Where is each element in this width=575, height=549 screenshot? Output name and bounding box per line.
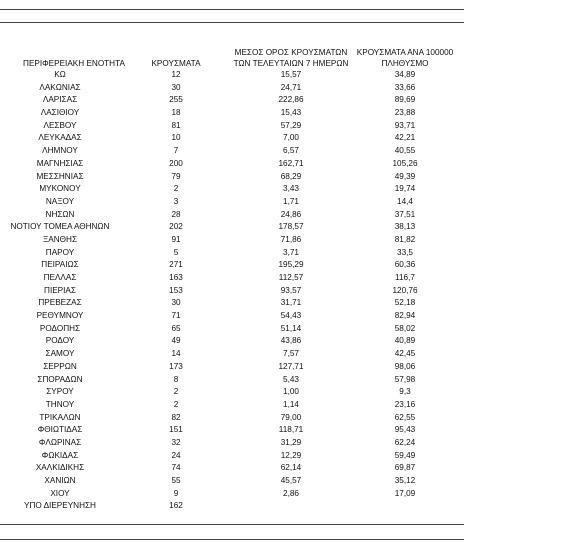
- cell-cases: 81: [171, 120, 181, 130]
- header-7day-average: ΜΕΣΟΣ ΟΡΟΣ ΚΡΟΥΣΜΑΤΩΝ ΤΩΝ ΤΕΛΕΥΤΑΙΩΝ 7 ΗΜΕΡΩΝ: [233, 48, 349, 68]
- cell-cases: 74: [171, 463, 181, 473]
- cell-region: ΛΑΡΙΣΑΣ: [42, 95, 78, 105]
- table-row: [0, 374, 464, 387]
- table-row: [0, 158, 464, 171]
- cell-cases: 65: [171, 323, 181, 333]
- cell-7day-average: 5,43: [283, 374, 299, 384]
- table-row: [0, 132, 464, 145]
- cell-cases-per-100k: 89,69: [394, 95, 416, 105]
- cell-cases: 49: [171, 336, 181, 346]
- table-body: [0, 69, 464, 513]
- table-row: [0, 107, 464, 120]
- cell-region: ΠΙΕΡΙΑΣ: [44, 285, 76, 295]
- cell-7day-average: 178,57: [278, 222, 304, 232]
- cell-region: ΛΑΚΩΝΙΑΣ: [39, 82, 81, 92]
- cell-region: ΣΥΡΟΥ: [46, 387, 74, 397]
- cell-cases-per-100k: 59,49: [394, 450, 416, 460]
- cell-7day-average: 57,29: [280, 120, 302, 130]
- cell-7day-average: 51,14: [280, 323, 302, 333]
- cell-region: ΠΕΛΛΑΣ: [43, 273, 77, 282]
- cell-7day-average: 112,57: [278, 273, 304, 282]
- table-row: [0, 196, 464, 209]
- cell-region: ΜΕΣΣΗΝΙΑΣ: [36, 171, 84, 181]
- table-header-top-rule: [0, 22, 464, 23]
- table-row: [0, 171, 464, 184]
- table-row: [0, 488, 464, 501]
- cell-cases: 2: [173, 399, 179, 409]
- cell-cases: 30: [171, 82, 181, 92]
- cell-region: ΣΑΜΟΥ: [45, 349, 75, 359]
- table-header: [0, 33, 464, 69]
- cell-cases-per-100k: 69,87: [394, 463, 416, 473]
- cell-cases-per-100k: 52,18: [394, 298, 416, 308]
- header-cases: ΚΡΟΥΣΜΑΤΑ: [151, 58, 201, 68]
- table-row: [0, 412, 464, 425]
- cell-7day-average: 31,29: [280, 437, 302, 447]
- cell-region: ΠΑΡΟΥ: [45, 247, 75, 257]
- table-row: [0, 437, 464, 450]
- cell-region: ΡΟΔΟΥ: [45, 336, 75, 346]
- cell-cases-per-100k: 19,74: [394, 184, 416, 194]
- cell-cases-per-100k: 120,76: [392, 285, 418, 295]
- cell-cases: 18: [171, 108, 181, 118]
- table-row: [0, 310, 464, 323]
- table-bottom-rule: [0, 524, 464, 525]
- cell-cases: 24: [171, 450, 181, 460]
- table-row: [0, 450, 464, 463]
- cell-cases: 7: [173, 146, 179, 156]
- table-row: [0, 424, 464, 437]
- cell-7day-average: 6,57: [283, 146, 299, 156]
- cell-7day-average: 222,86: [278, 95, 304, 105]
- cell-cases-per-100k: 105,26: [392, 158, 418, 168]
- header-cases-per-100k: ΚΡΟΥΣΜΑΤΑ ΑΝΑ 100000 ΠΛΗΘΥΣΜΟ: [356, 48, 454, 68]
- cell-7day-average: 93,57: [280, 285, 302, 295]
- cell-7day-average: 127,71: [278, 361, 304, 371]
- cell-cases-per-100k: 23,16: [394, 399, 416, 409]
- cell-cases: 2: [173, 184, 179, 194]
- cell-region: ΤΡΙΚΑΛΩΝ: [39, 412, 81, 422]
- cell-7day-average: 2,86: [283, 488, 299, 498]
- cell-region: ΥΠΟ ΔΙΕΡΕΥΝΗΣΗ: [24, 501, 96, 511]
- cell-cases: 14: [171, 349, 181, 359]
- cell-cases-per-100k: 57,98: [394, 374, 416, 384]
- table-row: [0, 234, 464, 247]
- cell-7day-average: 15,57: [280, 70, 302, 79]
- cell-7day-average: 1,00: [283, 387, 299, 397]
- table-row: [0, 145, 464, 158]
- cell-7day-average: 3,43: [283, 184, 299, 194]
- table-row: [0, 120, 464, 133]
- cell-7day-average: 43,86: [280, 336, 302, 346]
- cell-7day-average: 68,29: [280, 171, 302, 181]
- cell-cases-per-100k: 98,06: [394, 361, 416, 371]
- cell-region: ΜΥΚΟΝΟΥ: [39, 184, 81, 194]
- cell-cases-per-100k: 34,89: [394, 70, 416, 79]
- cell-cases-per-100k: 58,02: [394, 323, 416, 333]
- cell-cases: 2: [173, 387, 179, 397]
- cell-cases-per-100k: 23,88: [394, 108, 416, 118]
- cell-cases: 202: [169, 222, 183, 232]
- table-row: [0, 272, 464, 285]
- table-row: [0, 399, 464, 412]
- cell-region: ΚΩ: [54, 70, 66, 79]
- cell-region: ΦΩΚΙΔΑΣ: [41, 450, 79, 460]
- table-row: [0, 209, 464, 222]
- cell-cases-per-100k: 82,94: [394, 311, 416, 321]
- cell-cases-per-100k: 33,66: [394, 82, 416, 92]
- table-row: [0, 386, 464, 399]
- cell-cases: 32: [171, 437, 181, 447]
- cell-7day-average: 54,43: [280, 311, 302, 321]
- cell-region: ΡΟΔΟΠΗΣ: [39, 323, 81, 333]
- cell-region: ΝΟΤΙΟΥ ΤΟΜΕΑ ΑΘΗΝΩΝ: [10, 222, 110, 232]
- cell-region: ΣΕΡΡΩΝ: [43, 361, 77, 371]
- cell-cases-per-100k: 33,5: [397, 247, 413, 257]
- cell-cases-per-100k: 81,82: [394, 234, 416, 244]
- cell-region: ΛΗΜΝΟΥ: [42, 146, 78, 156]
- cell-cases: 5: [173, 247, 179, 257]
- cell-7day-average: 162,71: [278, 158, 304, 168]
- table-row: [0, 323, 464, 336]
- cell-cases: 173: [169, 361, 183, 371]
- table-row: [0, 462, 464, 475]
- cell-region: ΜΑΓΝΗΣΙΑΣ: [36, 158, 84, 168]
- table-row: [0, 221, 464, 234]
- cell-region: ΝΑΞΟΥ: [45, 196, 75, 206]
- cell-7day-average: 3,71: [283, 247, 299, 257]
- cell-cases: 200: [169, 158, 183, 168]
- cell-cases-per-100k: 60,36: [394, 260, 416, 270]
- cell-region: ΞΑΝΘΗΣ: [42, 234, 78, 244]
- table-row: [0, 94, 464, 107]
- cell-cases: 8: [173, 374, 179, 384]
- cell-region: ΦΛΩΡΙΝΑΣ: [38, 437, 82, 447]
- cell-cases: 55: [171, 476, 181, 485]
- cell-cases: 71: [171, 311, 181, 321]
- cell-cases-per-100k: 62,24: [394, 437, 416, 447]
- cell-7day-average: 79,00: [280, 412, 302, 422]
- header-region: ΠΕΡΙΦΕΡΕΙΑΚΗ ΕΝΟΤΗΤΑ: [23, 58, 125, 68]
- cell-cases: 28: [171, 209, 181, 219]
- cell-cases-per-100k: 95,43: [394, 425, 416, 435]
- cell-cases: 9: [173, 488, 179, 498]
- cell-cases: 153: [169, 285, 183, 295]
- table-row: [0, 297, 464, 310]
- cell-cases-per-100k: 37,51: [394, 209, 416, 219]
- cell-cases: 30: [171, 298, 181, 308]
- cell-7day-average: 12,29: [280, 450, 302, 460]
- cell-cases: 82: [171, 412, 181, 422]
- table-row: [0, 500, 464, 513]
- cell-region: ΦΘΙΩΤΙΔΑΣ: [37, 425, 83, 435]
- cell-7day-average: 15,43: [280, 108, 302, 118]
- cell-7day-average: 195,29: [278, 260, 304, 270]
- cell-region: ΧΙΟΥ: [50, 488, 70, 498]
- cell-cases: 255: [169, 95, 183, 105]
- table-row: [0, 475, 464, 488]
- cell-region: ΤΗΝΟΥ: [45, 399, 75, 409]
- cell-region: ΠΡΕΒΕΖΑΣ: [38, 298, 82, 308]
- table-row: [0, 361, 464, 374]
- cell-region: ΛΕΥΚΑΔΑΣ: [38, 133, 82, 143]
- cell-7day-average: 24,71: [280, 82, 302, 92]
- cell-region: ΡΕΘΥΜΝΟΥ: [36, 311, 84, 321]
- table-row: [0, 335, 464, 348]
- cell-cases: 3: [173, 196, 179, 206]
- cell-cases: 79: [171, 171, 181, 181]
- cell-cases-per-100k: 17,09: [394, 488, 416, 498]
- cell-7day-average: 7,00: [283, 133, 299, 143]
- table-top-rule: [0, 9, 464, 10]
- table-row: [0, 183, 464, 196]
- cell-cases: 271: [169, 260, 183, 270]
- cell-region: ΛΑΣΙΘΙΟΥ: [40, 108, 80, 118]
- cell-7day-average: 71,86: [280, 234, 302, 244]
- cell-7day-average: 7,57: [283, 349, 299, 359]
- cell-7day-average: 1,14: [283, 399, 299, 409]
- cell-7day-average: 31,71: [280, 298, 302, 308]
- cell-region: ΝΗΣΩΝ: [45, 209, 75, 219]
- cell-cases: 163: [169, 273, 183, 282]
- cell-cases-per-100k: 9,3: [399, 387, 411, 397]
- cell-cases-per-100k: 62,55: [394, 412, 416, 422]
- cell-cases: 162: [169, 501, 183, 511]
- cell-cases: 151: [169, 425, 183, 435]
- table-row: [0, 69, 464, 82]
- table-row: [0, 259, 464, 272]
- cell-cases: 91: [171, 234, 181, 244]
- cell-cases-per-100k: 38,13: [394, 222, 416, 232]
- cell-region: ΧΑΝΙΩΝ: [44, 476, 76, 485]
- cell-cases: 10: [171, 133, 181, 143]
- table-row: [0, 285, 464, 298]
- cell-cases-per-100k: 40,55: [394, 146, 416, 156]
- cell-cases-per-100k: 116,7: [395, 273, 415, 282]
- cell-cases-per-100k: 93,71: [394, 120, 416, 130]
- cell-region: ΧΑΛΚΙΔΙΚΗΣ: [35, 463, 85, 473]
- cell-cases: 12: [171, 70, 181, 79]
- table-row: [0, 82, 464, 95]
- cell-7day-average: 62,14: [280, 463, 302, 473]
- cell-7day-average: 1,71: [283, 196, 299, 206]
- cell-region: ΛΕΣΒΟΥ: [43, 120, 77, 130]
- cell-cases-per-100k: 40,89: [394, 336, 416, 346]
- cell-cases-per-100k: 35,12: [394, 476, 416, 485]
- cell-cases-per-100k: 42,21: [394, 133, 416, 143]
- table-footer-rule: [0, 539, 464, 540]
- cell-region: ΠΕΙΡΑΙΩΣ: [41, 260, 79, 270]
- table-row: [0, 348, 464, 361]
- table-row: [0, 247, 464, 260]
- cell-7day-average: 118,71: [278, 425, 304, 435]
- cell-cases-per-100k: 42,45: [394, 349, 416, 359]
- cell-cases-per-100k: 14,4: [397, 196, 413, 206]
- cell-7day-average: 45,57: [280, 476, 302, 485]
- cell-cases-per-100k: 49,39: [394, 171, 416, 181]
- cell-7day-average: 24,86: [280, 209, 302, 219]
- cell-region: ΣΠΟΡΑΔΩΝ: [37, 374, 83, 384]
